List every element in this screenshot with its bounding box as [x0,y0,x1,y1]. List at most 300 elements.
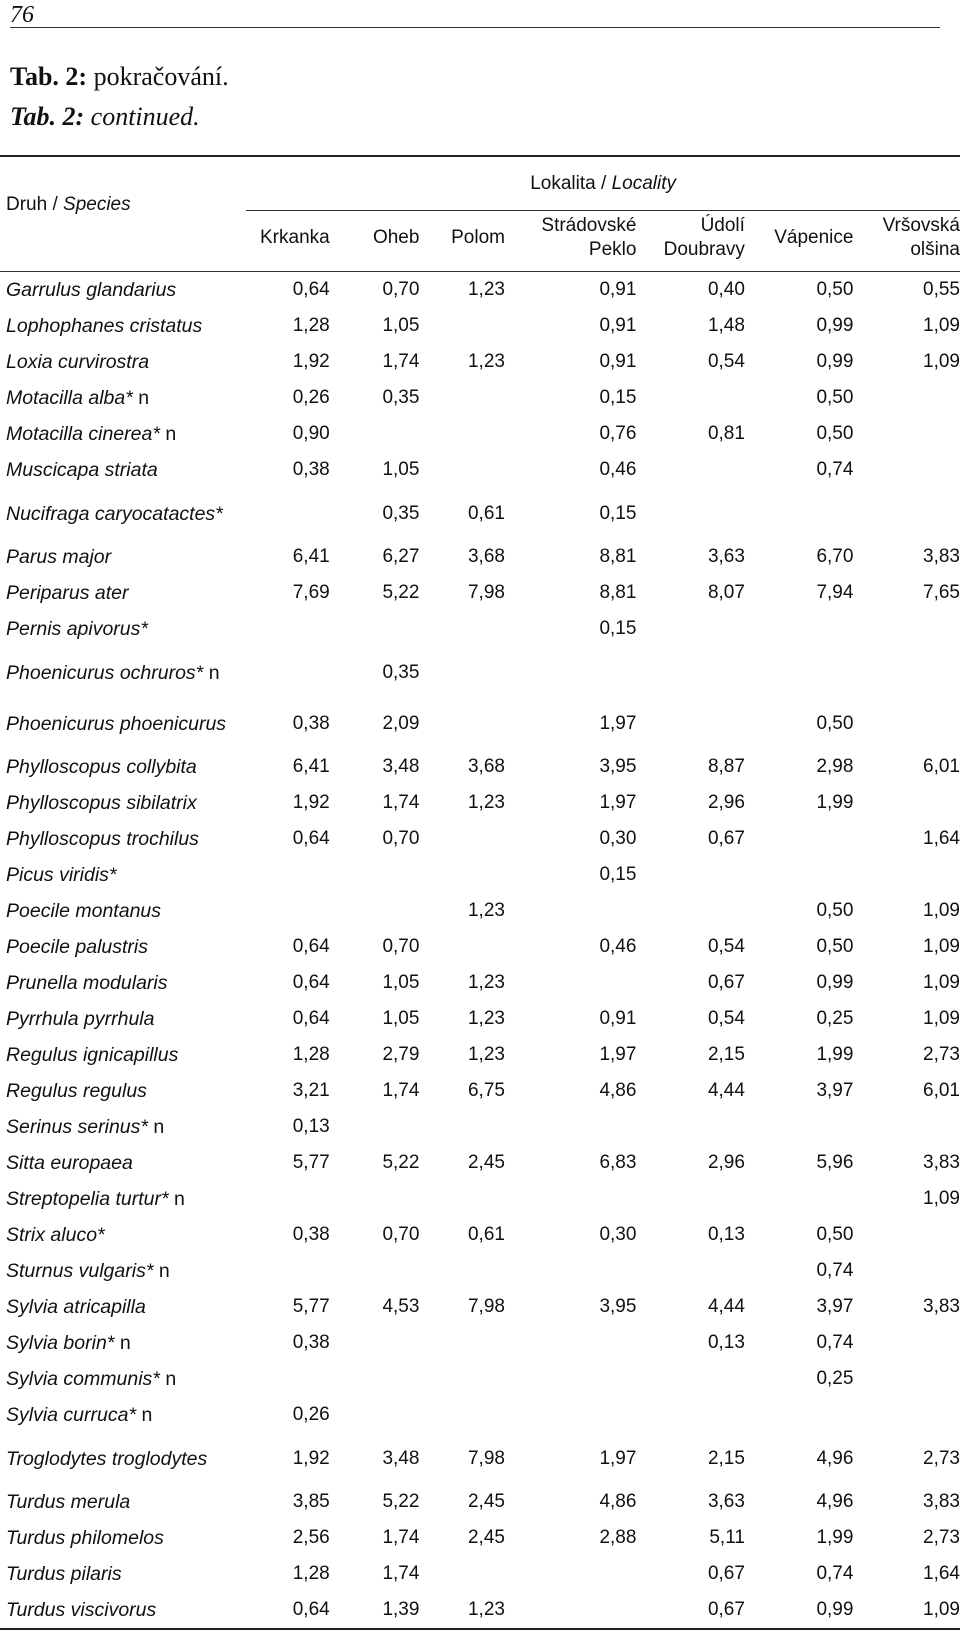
value-cell: 3,97 [816,1080,854,1101]
value-cell: 0,64 [246,1592,329,1629]
value-cell [246,1253,329,1289]
value-cell [419,647,505,698]
table-row [0,929,960,965]
value-cell: 0,46 [599,459,637,480]
species-name-cell [0,1145,246,1181]
species-name-cell [0,1109,246,1145]
species-mark: n [174,1188,185,1210]
species-name: Garrulus glandarius [6,279,177,301]
value-cell: 2,88 [599,1527,637,1548]
locality-header-line2: olšina [910,239,960,260]
species-name-cell [0,539,246,575]
table-row [0,965,960,1001]
value-cell: 1,09 [923,351,960,372]
value-cell: 2,79 [382,1044,420,1065]
value-cell: 3,83 [923,1296,960,1317]
value-cell: 1,28 [292,1563,330,1584]
species-name-cell [0,929,246,965]
value-cell [505,1592,636,1629]
species-name-cell [0,575,246,611]
species-name: Serinus serinus* [6,1116,148,1138]
table-row [0,785,960,821]
locality-column-header [419,211,505,272]
value-cell: 1,23 [467,279,505,300]
species-name-cell [0,698,246,749]
value-cell: 1,92 [292,792,330,813]
value-cell: 7,65 [923,582,960,603]
species-name: Sturnus vulgaris* [6,1260,154,1282]
value-cell [636,611,745,647]
species-name: Troglodytes troglodytes [6,1447,208,1470]
table-row [0,344,960,380]
value-cell: 0,38 [292,712,330,734]
species-header-main: Druh / [6,194,58,215]
species-name-cell [0,1181,246,1217]
value-cell [246,488,329,539]
value-cell: 2,96 [707,1152,745,1173]
value-cell: 0,26 [292,1404,330,1425]
value-cell: 3,63 [707,1491,745,1512]
species-mark: n [208,661,220,684]
value-cell: 1,99 [816,1527,854,1548]
value-cell: 1,09 [923,900,960,921]
value-cell: 0,91 [599,1008,637,1029]
species-name-cell [0,611,246,647]
value-cell [330,857,420,893]
value-cell: 2,73 [923,1447,960,1469]
value-cell: 4,86 [599,1080,637,1101]
value-cell: 2,45 [467,1527,505,1548]
table-row [0,1433,960,1484]
value-cell: 4,44 [707,1080,745,1101]
value-cell: 6,41 [292,756,330,777]
value-cell: 0,70 [382,1224,420,1245]
table-row [0,1109,960,1145]
value-cell: 0,55 [923,279,960,300]
value-cell: 3,95 [599,756,637,777]
value-cell [636,1361,745,1397]
species-density-table [0,155,960,1630]
value-cell: 1,64 [923,828,960,849]
value-cell [419,1361,505,1397]
caption-english-text: continued. [90,102,200,131]
value-cell: 6,83 [599,1152,637,1173]
value-cell: 0,99 [816,315,854,336]
value-cell: 3,83 [923,546,960,567]
table-row [0,1556,960,1592]
value-cell: 2,98 [816,756,854,777]
table-row [0,1217,960,1253]
table-row [0,1484,960,1520]
species-name-cell [0,1484,246,1520]
value-cell: 2,56 [292,1527,330,1548]
species-name-cell [0,821,246,857]
value-cell: 1,74 [382,1080,420,1101]
value-cell [853,1253,960,1289]
value-cell: 1,23 [467,792,505,813]
value-cell [853,488,960,539]
value-cell: 1,23 [419,1592,505,1629]
table-row [0,1592,960,1629]
value-cell: 0,15 [599,864,637,885]
value-cell: 1,05 [382,972,420,993]
species-name-cell [0,1397,246,1433]
locality-header-line2: Doubravy [663,239,745,260]
value-cell: 0,64 [292,828,330,849]
value-cell: 0,61 [467,502,505,524]
value-cell: 8,07 [707,582,745,603]
species-column-header [0,156,246,272]
value-cell: 0,91 [599,279,637,300]
table-body [0,272,960,1630]
value-cell: 1,97 [599,712,637,734]
value-cell [853,416,960,452]
value-cell: 0,50 [816,1224,854,1245]
table-row [0,380,960,416]
species-name: Motacilla cinerea* [6,423,160,445]
species-name: Sylvia borin* [6,1332,115,1354]
locality-column-header [330,211,420,272]
table-row [0,272,960,309]
species-name: Sylvia atricapilla [6,1296,146,1318]
species-mark: n [153,1116,165,1138]
locality-header-line1: Strádovské [541,215,637,236]
value-cell [419,698,505,749]
species-mark: n [165,1368,177,1390]
value-cell: 5,22 [382,582,420,603]
value-cell: 0,81 [707,423,745,444]
value-cell [419,821,505,857]
value-cell: 0,15 [599,502,637,524]
value-cell: 3,63 [707,546,745,567]
value-cell [636,698,745,749]
value-cell: 0,61 [467,1224,505,1245]
value-cell [636,380,745,416]
value-cell [745,488,854,539]
value-cell [505,965,636,1001]
value-cell [419,1109,505,1145]
value-cell: 0,50 [816,423,854,444]
value-cell: 4,53 [382,1296,420,1317]
table-row [0,1001,960,1037]
value-cell: 4,96 [816,1447,854,1469]
value-cell: 3,68 [467,546,505,567]
value-cell [419,1325,505,1361]
value-cell: 0,91 [599,315,637,336]
value-cell: 1,28 [292,315,330,336]
value-cell: 0,50 [816,712,854,734]
table-row [0,575,960,611]
value-cell: 5,77 [292,1152,330,1173]
species-name: Regulus ignicapillus [6,1044,179,1066]
locality-column-header [246,211,329,272]
value-cell: 0,74 [816,1260,854,1281]
value-cell: 1,09 [923,315,960,336]
table-row [0,1037,960,1073]
value-cell: 1,09 [923,972,960,993]
caption-czech-label: Tab. 2: [10,62,88,91]
value-cell: 0,35 [382,661,420,683]
species-mark: n [138,387,150,409]
species-name-cell [0,1217,246,1253]
caption-english-label: Tab. 2: [10,102,85,131]
value-cell: 2,45 [467,1491,505,1512]
species-name-cell [0,344,246,380]
species-name: Parus major [6,546,112,568]
value-cell: 7,98 [467,582,505,603]
value-cell: 1,09 [923,1188,960,1209]
value-cell [636,857,745,893]
value-cell: 2,73 [923,1527,960,1548]
value-cell: 0,15 [599,618,637,639]
value-cell: 3,68 [467,756,505,777]
value-cell [505,1397,636,1433]
value-cell: 4,86 [599,1491,637,1512]
locality-header-italic: Locality [611,172,676,194]
species-name: Strix aluco* [6,1224,105,1246]
value-cell: 7,98 [467,1447,505,1469]
value-cell [419,1556,505,1592]
value-cell: 0,26 [292,387,330,408]
value-cell [246,647,329,698]
species-name: Pyrrhula pyrrhula [6,1008,155,1030]
page-number: 76 [10,2,34,28]
species-name-cell [0,1520,246,1556]
species-mark: n [165,423,177,445]
table-row [0,1073,960,1109]
value-cell [419,308,505,344]
value-cell: 0,67 [707,828,745,849]
value-cell: 1,92 [292,1447,330,1469]
value-cell [246,893,329,929]
value-cell: 1,09 [923,1008,960,1029]
value-cell: 0,35 [382,387,420,408]
value-cell: 1,99 [816,1044,854,1065]
value-cell: 4,44 [707,1296,745,1317]
locality-header-line1: Krkanka [260,227,330,248]
species-name-cell [0,893,246,929]
species-name-cell [0,647,246,698]
value-cell [505,893,636,929]
value-cell: 6,75 [467,1080,505,1101]
table-row [0,1253,960,1289]
value-cell [745,1397,854,1433]
value-cell [853,1325,960,1361]
value-cell: 0,67 [707,972,745,993]
species-name: Turdus pilaris [6,1563,122,1585]
value-cell: 0,54 [707,936,745,957]
value-cell: 3,85 [292,1491,330,1512]
value-cell [636,893,745,929]
value-cell [636,1397,745,1433]
value-cell: 0,70 [382,279,420,300]
species-name: Phylloscopus sibilatrix [6,792,197,814]
value-cell: 1,97 [599,792,637,813]
value-cell [505,1325,636,1361]
value-cell [505,1253,636,1289]
species-name: Sylvia communis* [6,1368,160,1390]
value-cell: 0,91 [599,351,637,372]
value-cell [330,611,420,647]
value-cell: 1,39 [330,1592,420,1629]
value-cell [505,1556,636,1592]
species-name: Turdus merula [6,1491,131,1513]
value-cell [505,1181,636,1217]
value-cell: 5,11 [709,1527,745,1548]
value-cell [505,647,636,698]
species-name-cell [0,749,246,785]
value-cell: 0,50 [816,900,854,921]
value-cell: 1,09 [853,1592,960,1629]
species-name-cell [0,1289,246,1325]
table-row [0,647,960,698]
value-cell: 2,45 [467,1152,505,1173]
value-cell: 1,09 [923,936,960,957]
value-cell [330,1397,420,1433]
value-cell: 3,83 [923,1152,960,1173]
value-cell: 0,99 [745,1592,854,1629]
value-cell: 6,01 [923,756,960,777]
species-name-cell [0,785,246,821]
table-row [0,698,960,749]
value-cell: 3,83 [923,1491,960,1512]
value-cell [419,452,505,488]
value-cell [745,821,854,857]
table-header [0,156,960,272]
value-cell: 0,54 [707,1008,745,1029]
table-row [0,308,960,344]
value-cell: 0,15 [599,387,637,408]
value-cell: 1,74 [382,351,420,372]
value-cell: 1,23 [467,972,505,993]
value-cell: 0,25 [816,1368,854,1389]
table-row [0,1361,960,1397]
value-cell: 1,74 [382,1527,420,1548]
species-name: Loxia curvirostra [6,351,150,373]
value-cell: 7,98 [467,1296,505,1317]
species-name-cell [0,1037,246,1073]
species-name: Motacilla alba* [6,387,133,409]
table-row [0,749,960,785]
species-name: Streptopelia turtur* [6,1188,169,1210]
species-name-cell [0,857,246,893]
value-cell: 0,13 [707,1224,745,1245]
table-row [0,1289,960,1325]
species-name: Sylvia curruca* [6,1404,137,1426]
value-cell: 7,94 [816,582,854,603]
value-cell: 0,67 [707,1563,745,1584]
value-cell [246,611,329,647]
value-cell [246,1181,329,1217]
value-cell: 0,64 [292,279,330,300]
species-name: Phoenicurus ochruros* [6,661,204,684]
value-cell [505,1361,636,1397]
value-cell: 1,28 [292,1044,330,1065]
value-cell: 0,99 [816,351,854,372]
value-cell: 1,48 [707,315,745,336]
value-cell [636,488,745,539]
value-cell [853,1397,960,1433]
value-cell: 5,22 [382,1152,420,1173]
locality-header-line2: Peklo [588,239,637,260]
value-cell [853,1109,960,1145]
value-cell: 0,30 [599,1224,637,1245]
value-cell: 2,15 [707,1447,745,1469]
value-cell: 0,40 [707,279,745,300]
value-cell: 0,38 [292,1332,330,1353]
table-row [0,857,960,893]
value-cell [636,452,745,488]
value-cell: 1,97 [599,1447,637,1469]
value-cell: 0,90 [292,423,330,444]
species-name-cell [0,308,246,344]
species-name: Poecile montanus [6,900,162,922]
locality-column-header [505,211,636,272]
value-cell: 1,23 [467,1044,505,1065]
table-caption-english [10,102,200,132]
value-cell [853,785,960,821]
species-name-cell [0,1001,246,1037]
value-cell [246,1361,329,1397]
species-name: Lophophanes cristatus [6,315,203,337]
value-cell: 3,48 [382,1447,420,1469]
locality-column-header [853,211,960,272]
species-header-italic: Species [63,194,131,215]
value-cell [419,857,505,893]
species-name-cell [0,416,246,452]
value-cell: 3,97 [816,1296,854,1317]
locality-header-line1: Oheb [372,227,420,248]
value-cell: 6,41 [292,546,330,567]
value-cell: 0,50 [816,387,854,408]
value-cell: 0,50 [816,936,854,957]
table-row [0,611,960,647]
species-name: Picus viridis* [6,864,117,886]
table-row [0,1145,960,1181]
value-cell [853,857,960,893]
value-cell: 0,70 [382,828,420,849]
species-name-cell [0,1433,246,1484]
value-cell [419,929,505,965]
value-cell [745,857,854,893]
species-name-cell [0,1361,246,1397]
value-cell [330,1109,420,1145]
table-row [0,1397,960,1433]
value-cell: 0,46 [599,936,637,957]
species-name: Pernis apivorus* [6,618,148,640]
locality-header-line1: Vršovská [882,215,960,236]
species-name: Sitta europaea [6,1152,133,1174]
value-cell [330,1181,420,1217]
value-cell: 2,09 [382,712,420,734]
value-cell: 0,38 [292,1224,330,1245]
value-cell: 0,64 [292,972,330,993]
value-cell: 1,64 [923,1563,960,1584]
value-cell: 0,50 [816,279,854,300]
locality-group-header [246,156,960,211]
value-cell: 0,74 [816,459,854,480]
value-cell [419,1253,505,1289]
value-cell [636,1181,745,1217]
species-name: Periparus ater [6,582,129,604]
value-cell: 5,96 [816,1152,854,1173]
value-cell: 0,13 [707,1332,745,1353]
value-cell: 0,64 [292,936,330,957]
value-cell: 1,05 [382,1008,420,1029]
value-cell [853,452,960,488]
species-name-cell [0,488,246,539]
value-cell: 8,81 [599,546,637,567]
